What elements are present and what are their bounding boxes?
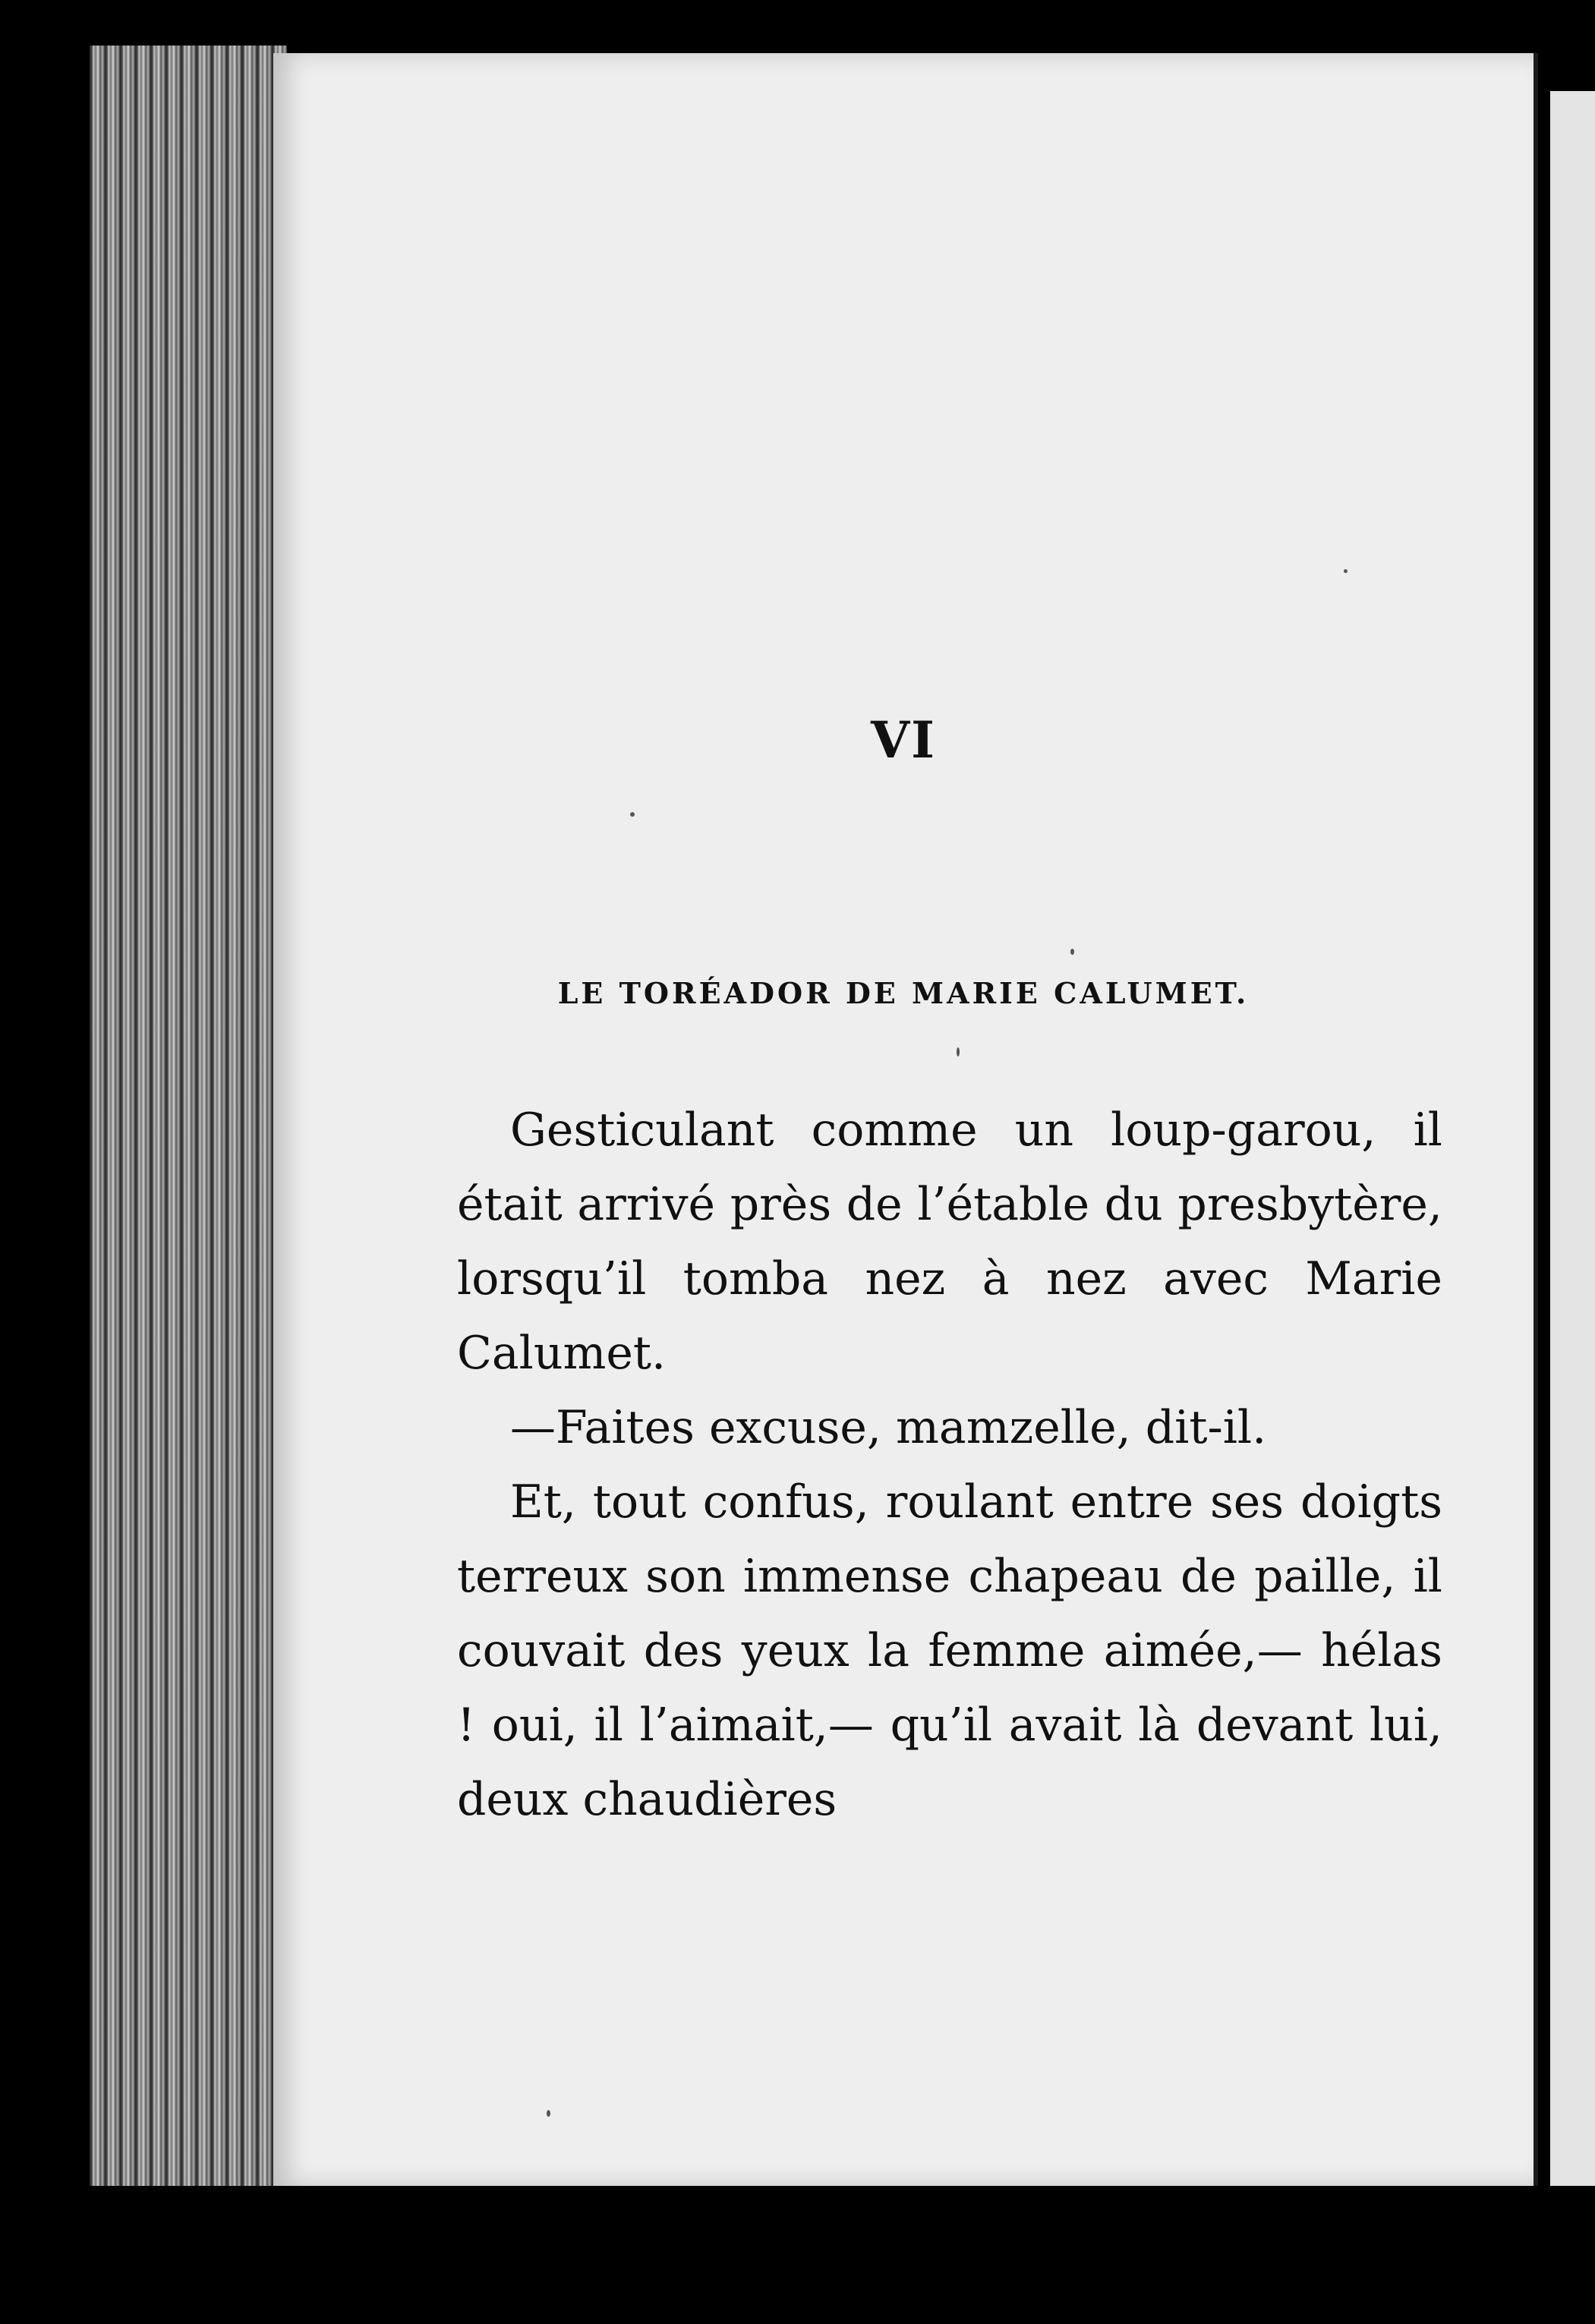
paper-speck [630, 812, 635, 817]
paragraph: Et, tout confus, roulant entre ses doigts terreux son immense chapeau de paille, il couvait des yeux la femme aimée,— hélas ! oui, il l’aimait,— qu’il avait là devant lui, deux chaudières [457, 1475, 1442, 1826]
chapter-number: VI [870, 710, 937, 770]
paper-speck [1070, 949, 1074, 955]
paper-speck [1344, 569, 1348, 573]
paragraph: Gesticulant comme un loup-garou, il était arrivé près de l’étable du presbytère, lorsqu’il tomba nez à nez avec Marie Calumet. [457, 1104, 1442, 1380]
paper-speck [547, 2110, 550, 2117]
chapter-title: LE TORÉADOR DE MARIE CALUMET. [557, 976, 1250, 1010]
book-page-edges [90, 46, 287, 2186]
paper-speck [957, 1047, 960, 1057]
paragraph: —Faites excuse, mamzelle, dit-il. [510, 1401, 1267, 1454]
facing-page-edge [1550, 91, 1595, 2186]
book-page [273, 53, 1538, 2186]
body-text [457, 1093, 1442, 1837]
